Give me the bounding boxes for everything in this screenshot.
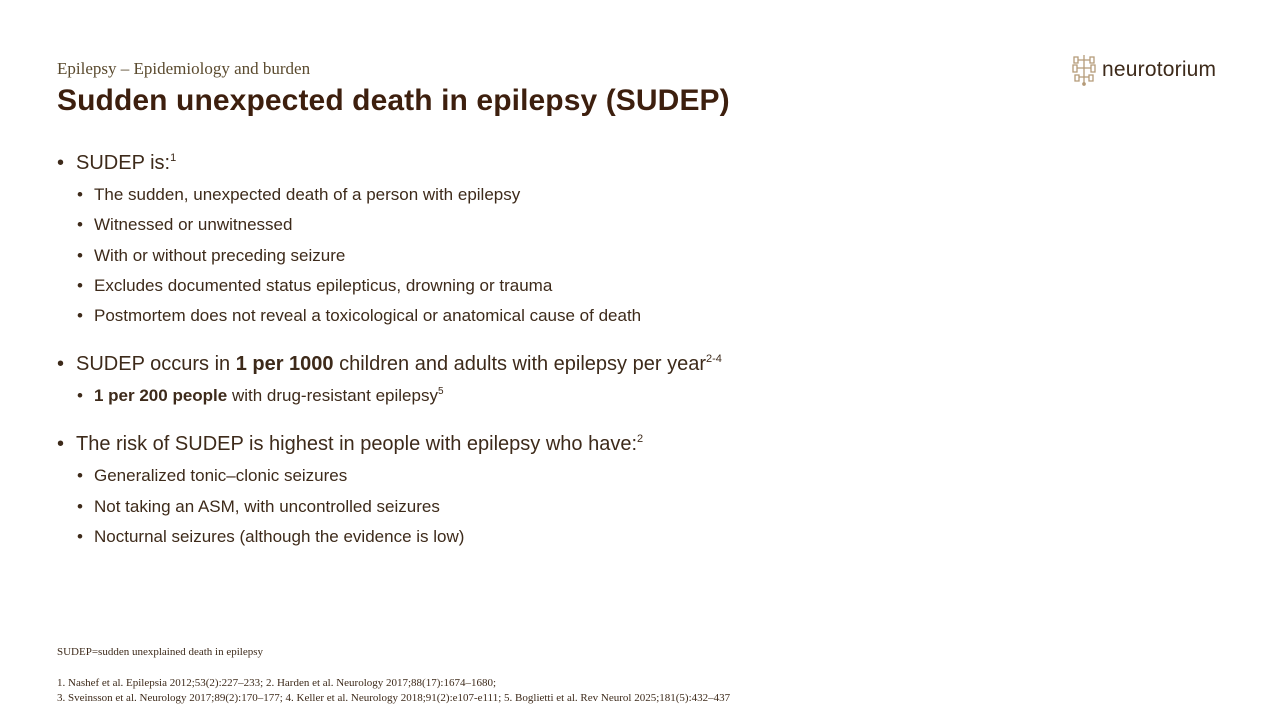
references-line-1: 1. Nashef et al. Epilepsia 2012;53(2):227–233; 2. Harden et al. Neurology 2017;88(17):1674–1680; xyxy=(57,677,496,689)
neurotorium-logo-icon xyxy=(1071,54,1097,86)
sub-bullet-text: Postmortem does not reveal a toxicological or anatomical cause of death xyxy=(94,306,642,325)
logo xyxy=(1071,54,1216,86)
bullet-sudep-is xyxy=(57,152,176,175)
bullet-sudep-risk xyxy=(57,433,643,456)
sub-bullet-text: Excludes documented status epilepticus, drowning or trauma xyxy=(94,276,553,295)
bullet-marker: • xyxy=(77,306,83,325)
bullet-marker: • xyxy=(57,433,65,455)
section-subtitle: Epilepsy – Epidemiology and burden xyxy=(57,59,311,78)
bullet-marker: • xyxy=(77,276,83,295)
page-title: Sudden unexpected death in epilepsy (SUDEP) xyxy=(57,84,730,117)
sub-bullet xyxy=(77,527,464,547)
bullet-text: SUDEP occurs in xyxy=(76,353,236,375)
sub-bullet xyxy=(77,306,641,326)
sub-bullet-text: Nocturnal seizures (although the evidence is low) xyxy=(94,527,465,546)
abbreviation-note: SUDEP=sudden unexplained death in epilepsy xyxy=(57,646,264,658)
sub-bullet-text: with drug-resistant epilepsy xyxy=(227,386,438,405)
sub-bullet xyxy=(77,276,552,296)
bullet-marker: • xyxy=(77,466,83,485)
sub-bullet xyxy=(77,497,440,517)
bullet-sudep-occurrence xyxy=(57,353,722,376)
references-line-2: 3. Sveinsson et al. Neurology 2017;89(2):170–177; 4. Keller et al. Neurology 2018;91(2):e107-e111; 5. Boglietti et al. Rev Neurol 2025;181(5):432–437 xyxy=(57,692,731,704)
sub-bullet xyxy=(77,246,345,266)
citation-ref: 5 xyxy=(437,386,444,397)
bullet-text: The risk of SUDEP is highest in people with epilepsy who have: xyxy=(76,433,638,455)
bullet-marker: • xyxy=(77,497,83,516)
logo-text: neurotorium xyxy=(1102,58,1217,81)
sub-bullet-bold-text: 1 per 200 people xyxy=(94,386,228,405)
bullet-marker: • xyxy=(77,386,83,405)
bullet-marker: • xyxy=(77,246,83,265)
sub-bullet-text: Not taking an ASM, with uncontrolled seizures xyxy=(94,497,440,516)
bullet-marker: • xyxy=(77,527,83,546)
sub-bullet xyxy=(77,386,444,406)
citation-ref: 2 xyxy=(637,433,644,445)
bullet-text: SUDEP is: xyxy=(76,152,171,174)
bullet-marker: • xyxy=(57,152,65,174)
bullet-text: children and adults with epilepsy per year xyxy=(333,353,706,375)
bullet-marker: • xyxy=(77,215,83,234)
sub-bullet xyxy=(77,466,347,486)
sub-bullet xyxy=(77,215,292,235)
bullet-marker: • xyxy=(57,353,65,375)
sub-bullet-text: The sudden, unexpected death of a person with epilepsy xyxy=(94,185,521,204)
sub-bullet xyxy=(77,185,520,205)
sub-bullet-text: With or without preceding seizure xyxy=(94,246,346,265)
citation-ref: 1 xyxy=(170,152,177,164)
sub-bullet-text: Generalized tonic–clonic seizures xyxy=(94,466,348,485)
sub-bullet-text: Witnessed or unwitnessed xyxy=(94,215,293,234)
bullet-bold-text: 1 per 1000 xyxy=(235,353,334,375)
citation-ref: 2-4 xyxy=(705,353,722,365)
bullet-marker: • xyxy=(77,185,83,204)
